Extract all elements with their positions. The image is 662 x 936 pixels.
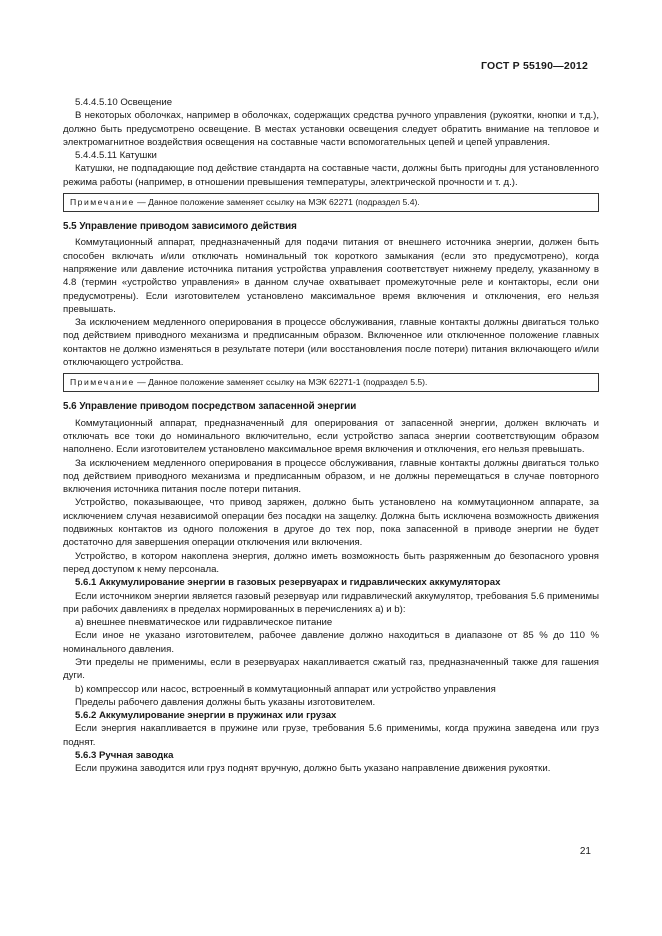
note-2-text: — Данное положение заменяет ссылку на МЭК 62271-1 (подраздел 5.5). (134, 377, 428, 388)
section-56-paragraph-3: Устройство, показывающее, что привод заряжен, должно быть установлено на коммутационном аппарате, за исключением случая независимой операции без посадки на защелку. Должна быть исключена возможность движения подвижных контактов из одного положения в другое до тех пор, пока запасенной в приводе энергии не будет достаточно для завершения операции отключения или включения. (63, 497, 599, 549)
section-563-title: 5.6.3 Ручная заводка (75, 750, 174, 762)
section-55-paragraph-2: За исключением медленного оперирования в процессе обслуживания, главные контакты должны двигаться только под действием приводного механизма и предписанным образом. Включенное или отключенное положение главных контактов не должно изменяться в результате потери (или восстановления после потери) питания включающего и/или отключающего устройства. (63, 317, 599, 369)
section-55-title: 5.5 Управление приводом зависимого действия (63, 221, 297, 233)
section-56-paragraph-1: Коммутационный аппарат, предназначенный для оперирования от запасенной энергии, должен включать и отключать все токи до номинального включительно, если устройство запаса энергии соответствующим образом наполнено. Если изготовителем установлено максимальное время включения и отключения, его нельзя превышать. (63, 417, 599, 456)
note-2-lead: Примечание (70, 377, 135, 388)
section-562-paragraph-1: Если энергия накапливается в пружине или грузе, требования 5.6 применимы, когда пружина заведена или груз поднят. (63, 723, 599, 748)
note-1-lead: Примечание (70, 197, 135, 208)
section-561-paragraph-1: Если источником энергии является газовый резервуар или гидравлический аккумулятор, требования 5.6 применимы при рабочих давлениях в пределах нормированных в перечислениях а) и b): (63, 590, 599, 615)
section-563-paragraph-1: Если пружина заводится или груз поднят вручную, должно быть указано направление движения рукоятки. (75, 763, 551, 775)
clause-54511-text: Катушки, не подпадающие под действие стандарта на составные части, должны быть пригодны для установленного режима работы (например, в отношении превышения температуры, электрической прочности и т. д.). (63, 163, 599, 188)
section-561-item-b: b) компрессор или насос, встроенный в коммутационный аппарат или устройство управления (75, 683, 496, 695)
section-55-paragraph-1: Коммутационный аппарат, предназначенный для подачи питания от внешнего источника энергии, должен быть способен включать и/или отключать номинальный ток короткого замыкания (если это предусмотрено), когда напряжение или давление источника питания устройства управления соответствует нижнему пределу, указанному в 4.8 (термин «устройство управления» в данном случае охватывает промежуточные реле и контакторы, если они предусмотрены). Если изготовителем установлено максимальное время включения и отключения, его нельзя превышать. (63, 237, 599, 315)
clause-54511-title: 5.4.4.5.11 Катушки (75, 150, 157, 162)
section-561-paragraph-3: Эти пределы не применимы, если в резервуарах накапливается сжатый газ, предназначенный также для гашения дуги. (63, 656, 599, 682)
doc-number-header: ГОСТ Р 55190—2012 (480, 60, 588, 72)
section-56-title: 5.6 Управление приводом посредством запасенной энергии (63, 401, 357, 413)
clause-54510-text: В некоторых оболочках, например в оболочках, содержащих средства ручного управления (рукоятки, кнопки и т.д.), должно быть предусмотрено освещение. В местах установки освещения следует обратить внимание на тепловое и электромагнитное воздействия освещения на составные части вспомогательных цепей и цепей управления. (63, 110, 599, 148)
section-562-title: 5.6.2 Аккумулирование энергии в пружинах или грузах (75, 710, 337, 722)
page-number: 21 (579, 846, 591, 857)
note-box-1 (63, 193, 599, 212)
section-56-paragraph-2: За исключением медленного оперирования в процессе обслуживания, главные контакты должны двигаться только под действием приводного механизма и предписанным образом, и не должны перемещаться в случае повторного включения источника питания после потери питания. (63, 457, 599, 496)
clause-54510-title: 5.4.4.5.10 Освещение (75, 97, 173, 108)
document-body (63, 96, 599, 776)
section-561-title: 5.6.1 Аккумулирование энергии в газовых резервуарах и гидравлических аккумуляторах (75, 577, 501, 589)
note-box-2 (63, 373, 599, 392)
section-561-paragraph-2: Если иное не указано изготовителем, рабочее давление должно находиться в диапазоне от 85 % до 110 % номинального давления. (63, 630, 599, 655)
note-1-text: — Данное положение заменяет ссылку на МЭК 62271 (подраздел 5.4). (134, 197, 420, 208)
section-561-paragraph-4: Пределы рабочего давления должны быть указаны изготовителем. (75, 696, 376, 708)
section-56-paragraph-4: Устройство, в котором накоплена энергия, должно иметь возможность быть разряженным до безопасного уровня перед доступом к нему персонала. (63, 550, 599, 575)
section-561-item-a: a) внешнее пневматическое или гидравлическое питание (75, 617, 333, 629)
